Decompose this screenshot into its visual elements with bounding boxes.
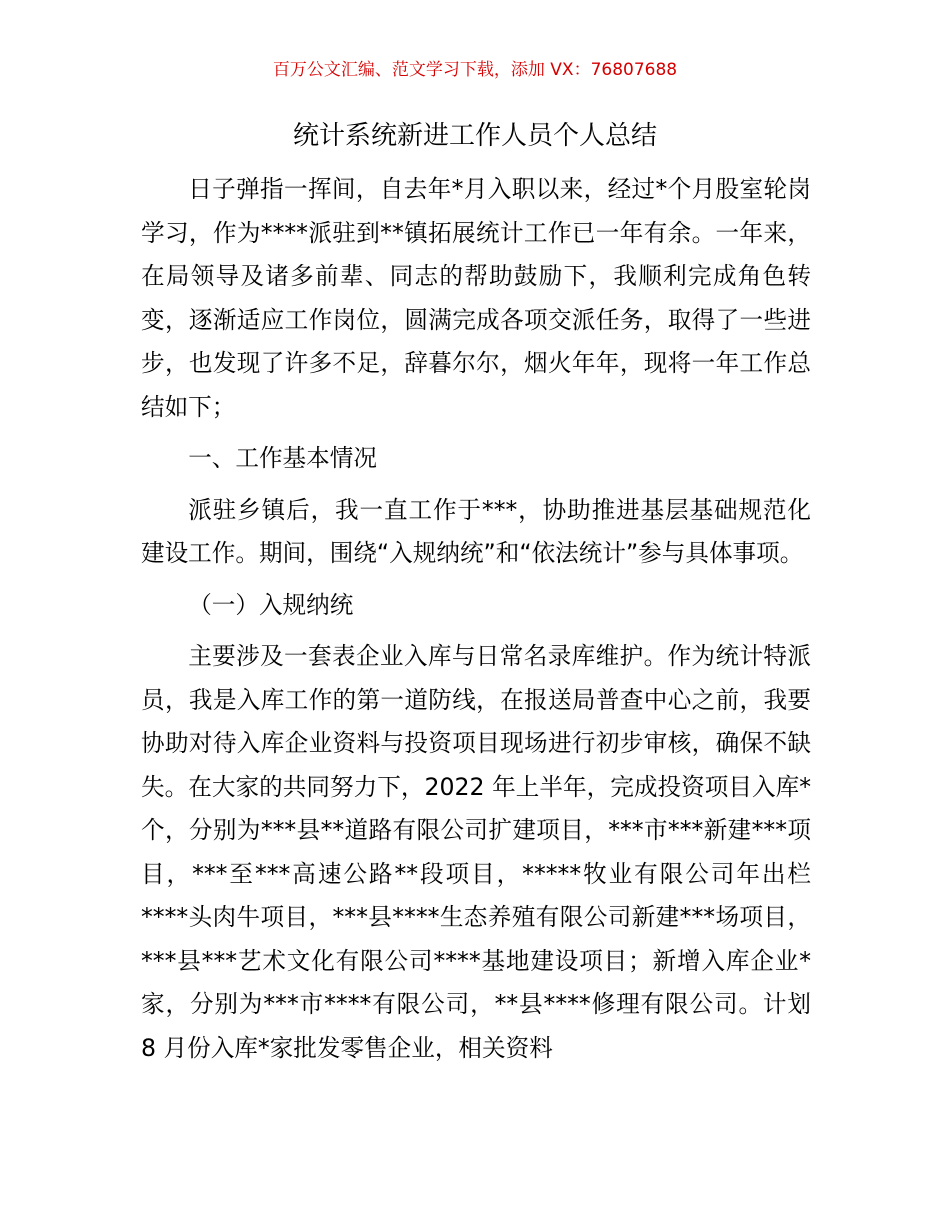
subsection-heading-1: （一）入规纳统 — [188, 590, 354, 619]
document-body — [141, 168, 811, 1078]
paragraph-subsection-1: 主要涉及一套表企业入库与日常名录库维护。作为统计特派员，我是入库工作的第一道防线，在报送局普查中心之前，我要协助对待入库企业资料与投资项目现场进行初步审核，确保不缺失。在大家的共同努力下，2022 年上半年，完成投资项目入库*个，分别为***县**道路有限公司扩建项目，***市***新建***项目，***至***高速公路**段项目，*****牧业有限公司年出栏****头肉牛项目，***县****生态养殖有限公司新建***场项目，***县***艺术文化有限公司****基地建设项目；新增入库企业*家，分别为***市****有限公司，**县****修理有限公司。计划 8 月份入库*家批发零售企业，相关资料 — [141, 642, 811, 1062]
paragraph-intro: 日子弹指一挥间，自去年*月入职以来，经过*个月股室轮岗学习，作为****派驻到**镇拓展统计工作已一年有余。一年来，在局领导及诸多前辈、同志的帮助鼓励下，我顺利完成角色转变，逐渐适应工作岗位，圆满完成各项交派任务，取得了一些进步，也发现了许多不足，辞暮尔尔，烟火年年，现将一年工作总结如下； — [141, 175, 811, 421]
header-watermark: 百万公文汇编、范文学习下载，添加 VX：76807688 — [272, 60, 678, 80]
paragraph-section-1: 派驻乡镇后，我一直工作于***，协助推进基层基础规范化建设工作。期间，围绕“入规纳统”和“依法统计”参与具体事项。 — [141, 495, 811, 567]
document-title: 统计系统新进工作人员个人总结 — [292, 121, 657, 151]
section-heading-1: 一、工作基本情况 — [188, 444, 377, 472]
